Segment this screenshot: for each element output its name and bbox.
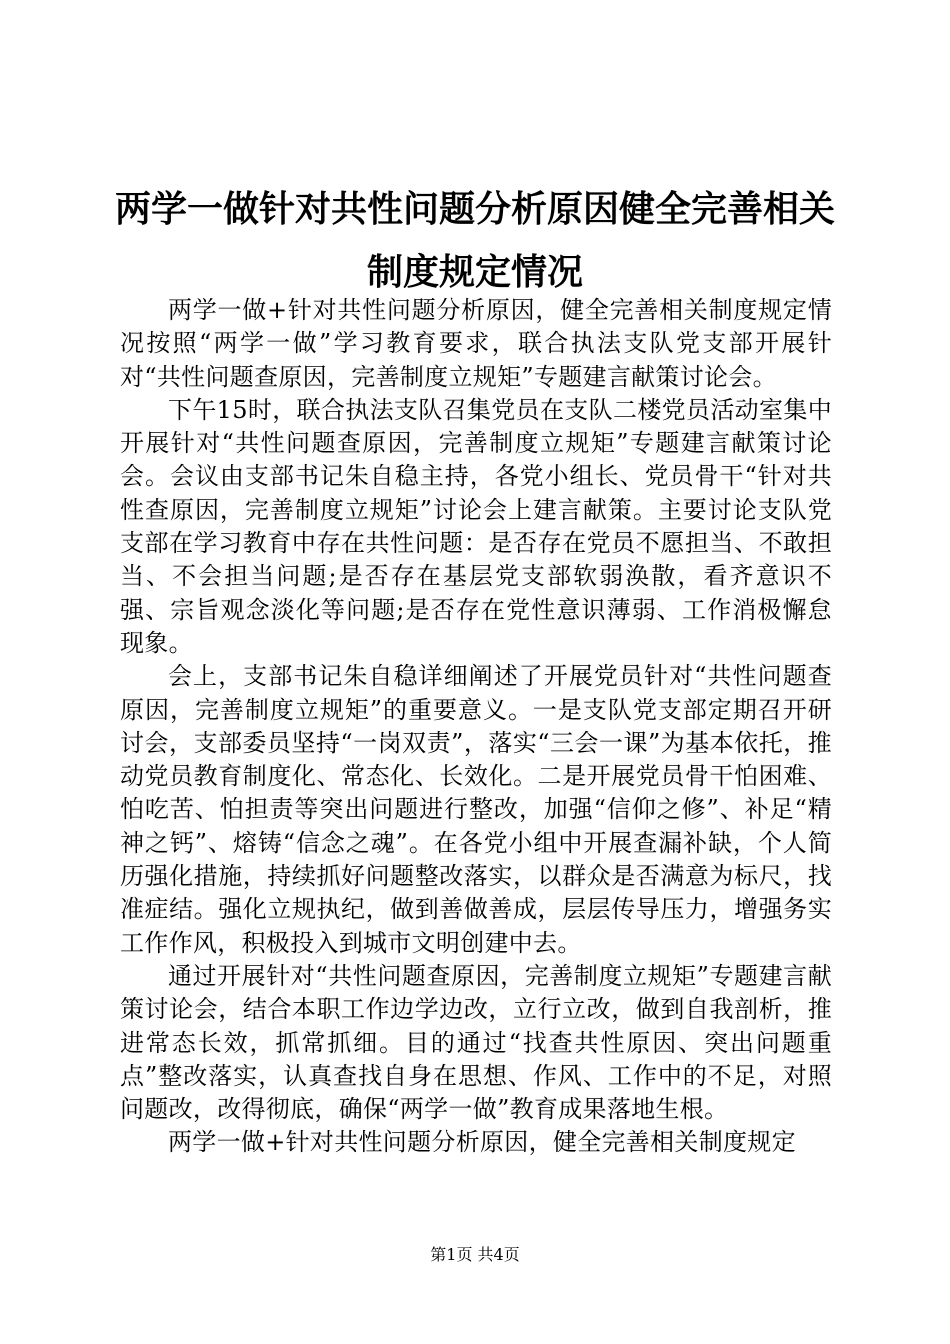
document-body bbox=[120, 294, 832, 1160]
document-title-line-2: 制度规定情况 bbox=[366, 252, 583, 293]
paragraph-5: 两学一做+针对共性问题分析原因，健全完善相关制度规定 bbox=[168, 1128, 796, 1157]
paragraph-1: 两学一做+针对共性问题分析原因，健全完善相关制度规定情况按照“两学一做”学习教育要求，联合执法支队党支部开展针对“共性问题查原因，完善制度立规矩”专题建言献策讨论会。 bbox=[120, 296, 832, 391]
paragraph-2: 下午15时，联合执法支队召集党员在支队二楼党员活动室集中开展针对“共性问题查原因，完善制度立规矩”专题建言献策讨论会。会议由支部书记朱自稳主持，各党小组长、党员骨干“针对共性查原因，完善制度立规矩”讨论会上建言献策。主要讨论支队党支部在学习教育中存在共性问题：是否存在党员不愿担当、不敢担当、不会担当问题;是否存在基层党支部软弱涣散，看齐意识不强、宗旨观念淡化等问题;是否存在党性意识薄弱、工作消极懈怠现象。 bbox=[120, 395, 832, 657]
document-title-line-1: 两学一做针对共性问题分析原因健全完善相关 bbox=[114, 189, 835, 230]
paragraph-4: 通过开展针对“共性问题查原因，完善制度立规矩”专题建言献策讨论会，结合本职工作边学边改，立行立改，做到自我剖析，推进常态长效，抓常抓细。目的通过“找查共性原因、突出问题重点”整改落实，认真查找自身在思想、作风、工作中的不足，对照问题改，改得彻底，确保“两学一做”教育成果落地生根。 bbox=[120, 961, 832, 1124]
page-footer: 第1页 共4页 bbox=[430, 1245, 520, 1264]
paragraph-3: 会上，支部书记朱自稳详细阐述了开展党员针对“共性问题查原因，完善制度立规矩”的重要意义。一是支队党支部定期召开研讨会，支部委员坚持“一岗双责”，落实“三会一课”为基本依托，推动党员教育制度化、常态化、长效化。二是开展党员骨干怕困难、怕吃苦、怕担责等突出问题进行整改，加强“信仰之修”、补足“精神之钙”、熔铸“信念之魂”。在各党小组中开展查漏补缺，个人简历强化措施，持续抓好问题整改落实，以群众是否满意为标尺，找准症结。强化立规执纪，做到善做善成，层层传导压力，增强务实工作作风，积极投入到城市文明创建中去。 bbox=[120, 662, 832, 957]
